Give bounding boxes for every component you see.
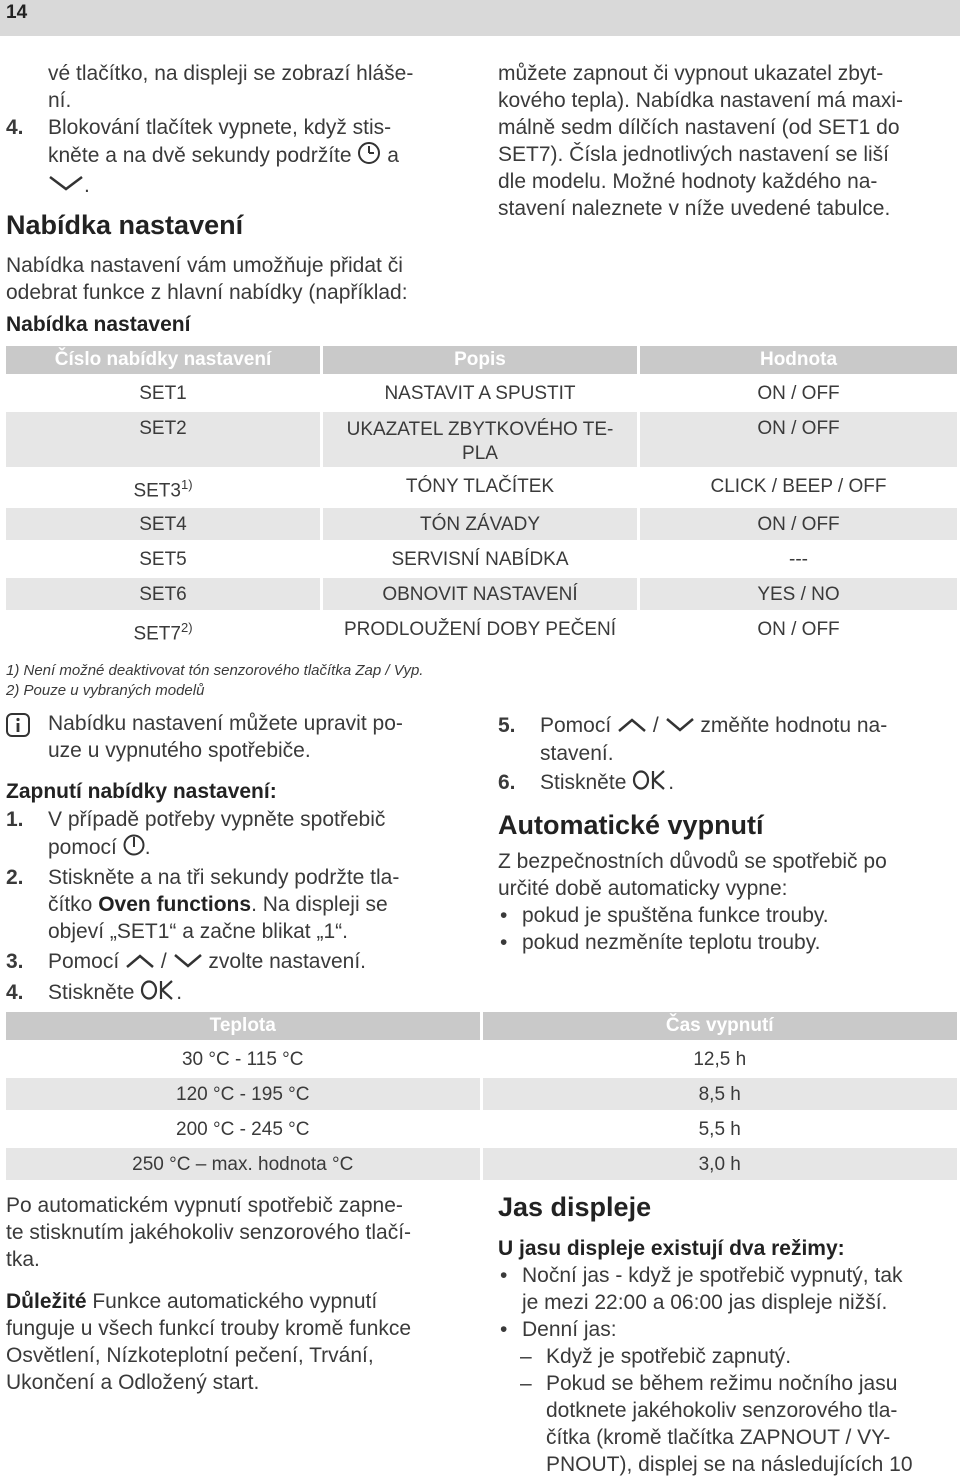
auto-off-table [3, 1009, 960, 1183]
settings-table-header: Číslo nabídky nastavení [6, 346, 320, 374]
table-row: SET5 SERVISNÍ NABÍDKA --- [139, 549, 808, 570]
table-row: SET1 NASTAVIT A SPUSTIT ON / OFF [139, 383, 840, 404]
table-row: 200 °C - 245 °C 5,5 h [176, 1119, 741, 1140]
important-note: Důležité Funkce automatického vypnutí funguje u všech funkcí trouby kromě funkce Osvětlení, Nízkoteplotní pečení, Trvání, Ukončení a Odložený start. [6, 1290, 412, 1394]
chevron-down-icon [665, 713, 695, 740]
right-steps: 5. Pomocí / změňte hodnotu na- stavení. 6. Stiskněte . [498, 712, 958, 798]
table-row: SET7$^{2)}$ PRODLOUŽENÍ DOBY PEČENÍ ON / OFF [133, 619, 840, 645]
enable-menu-steps: 1. V případě potřeby vypněte spotřebič pomocí . 2. Stiskněte a na tři sekundy podržte tla- čítko Oven functions. Na displeji se objeví „SET1“ a začne blikat „1“. 3. Pomocí / zvolte nastavení. 4. Stiskněte . [6, 806, 486, 1008]
brightness-list [498, 1262, 958, 1478]
settings-menu-paragraph: Nabídka nastavení vám umožňuje přidat či odebrat funkce z hlavní nabídky (například: [6, 254, 408, 304]
table-row: SET2 UKAZATEL ZBYTKOVÉHO TE- PLA ON / OFF [6, 412, 957, 467]
list-item: • Noční jas - když je spotřebič vypnutý, tak je mezi 22:00 a 06:00 jas displeje nižší. [500, 1264, 903, 1314]
chevron-down-icon [48, 173, 84, 200]
step-4-lock: 4. Blokování tlačítek vypnete, když stis- kněte a na dvě sekundy podržíte a . [6, 114, 476, 200]
chevron-down-icon [173, 949, 203, 976]
clock-icon [357, 141, 381, 172]
auto-off-heading: Automatické vypnutí [498, 810, 764, 840]
enable-menu-heading: Zapnutí nabídky nastavení: [6, 780, 277, 803]
list-item: • pokud nezměníte teplotu trouby. [500, 931, 821, 954]
ok-icon [632, 769, 668, 798]
table-footnotes: 1) Není možné deaktivovat tón senzorového tlačítka Zap / Vyp. 2) Pouze u vybraných modelů [6, 662, 424, 699]
list-item: – Když je spotřebič zapnutý. [520, 1345, 792, 1368]
table-row: 30 °C - 115 °C 12,5 h [181, 1049, 747, 1070]
settings-table [3, 343, 960, 651]
chevron-up-icon [125, 949, 155, 976]
after-off-paragraph: Po automatickém vypnutí spotřebič zapne- te stisknutím jakéhokoliv senzorového tlačí- tka. [6, 1194, 412, 1271]
list-item: – Pokud se během režimu nočního jasu dotknete jakéhokoliv senzorového tla- čítka (kromě tlačítka ZAPNOUT / VY- PNOUT), displej se na následujících 10 [520, 1372, 913, 1476]
table-row: SET6 OBNOVIT NASTAVENÍ YES / NO [6, 578, 957, 610]
table-row: SET4 TÓN ZÁVADY ON / OFF [6, 508, 957, 540]
info-note: Nabídku nastavení můžete upravit po- uze u vypnutého spotřebiče. [48, 712, 403, 762]
intro-continuation: vé tlačítko, na displeji se zobrazí hláše- ní. [48, 62, 414, 112]
auto-off-table-header: Teplota [6, 1012, 480, 1040]
list-item: • pokud je spuštěna funkce trouby. [500, 904, 829, 927]
power-icon [123, 833, 145, 864]
ok-icon [140, 979, 176, 1008]
table-row: 120 °C - 195 °C 8,5 h [6, 1078, 957, 1110]
settings-menu-subheading: Nabídka nastavení [6, 313, 191, 336]
page-number: 14 [6, 2, 28, 23]
list-item: • Denní jas: [500, 1318, 617, 1341]
brightness-heading: Jas displeje [498, 1192, 652, 1222]
table-row: 250 °C – max. hodnota °C 3,0 h [6, 1148, 957, 1180]
table-row: SET3$^{1)}$ TÓNY TLAČÍTEK CLICK / BEEP / OFF [133, 476, 887, 502]
settings-menu-heading: Nabídka nastavení [6, 210, 244, 240]
brightness-subheading: U jasu displeje existují dva režimy: [498, 1237, 845, 1260]
chevron-up-icon [617, 713, 647, 740]
auto-off-paragraph: Z bezpečnostních důvodů se spotřebič po určité době automaticky vypne: • pokud je spuštěna funkce trouby. • pokud nezměníte teplotu trouby. [498, 848, 958, 956]
settings-description-right: můžete zapnout či vypnout ukazatel zbyt- kového tepla). Nabídka nastavení má maxi- málně sedm dílčích nastavení (od SET1 do SET7). Čísla jednotlivých nastavení se liší dle modelu. Možné hodnoty každého na- stavení naleznete v níže uvedené tabulce. [498, 62, 904, 220]
info-icon [6, 713, 30, 742]
settings-table-header: Hodnota [640, 346, 957, 374]
page-header-bar [0, 0, 960, 36]
auto-off-table-header: Čas vypnutí [483, 1012, 958, 1040]
settings-table-header: Popis [323, 346, 637, 374]
